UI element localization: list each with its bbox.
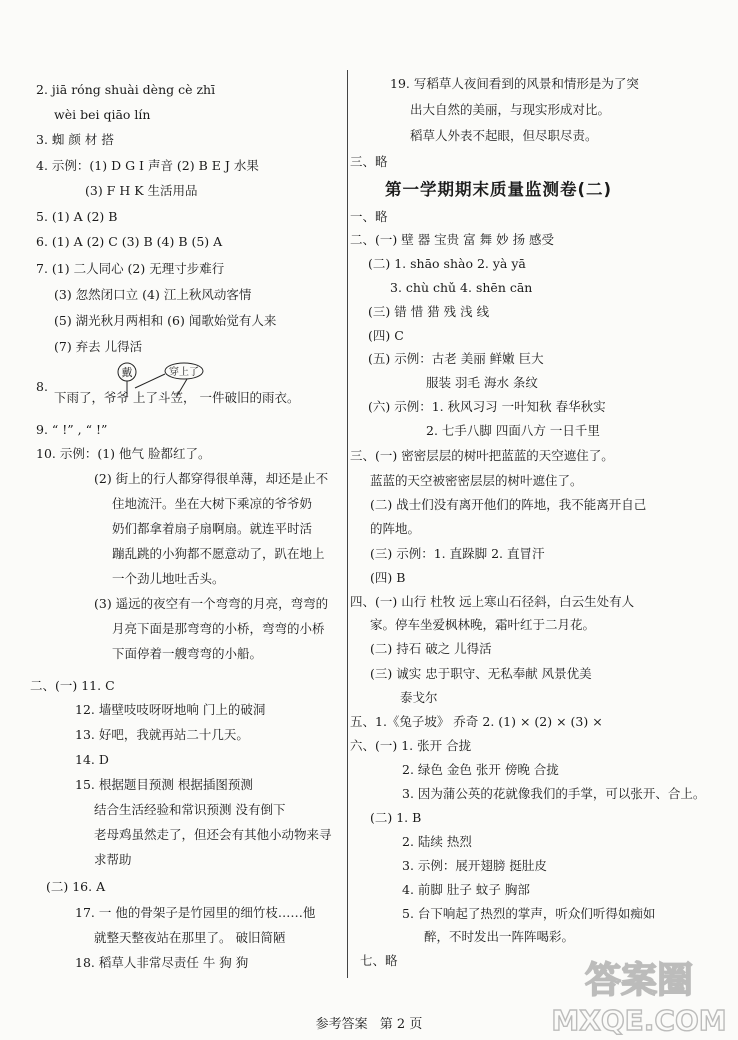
answer-line: 3. 因为蒲公英的花就像我们的手掌，可以张开、合上。	[402, 786, 706, 801]
answer-line: wèi bei qiāo lín	[54, 107, 151, 122]
watermark-text-1: 答案圈	[584, 960, 694, 1001]
answer-line: (四) C	[368, 328, 404, 343]
answer-line: 3. 蜘 颜 材 搭	[36, 132, 114, 147]
answer-line: 泰戈尔	[400, 690, 438, 705]
section-title: 第一学期期末质量监测卷(二)	[385, 180, 613, 199]
answer-line: 13. 好吧，我就再站二十几天。	[75, 727, 249, 742]
answer-line: 住地流汗。坐在大树下乘凉的爷爷奶	[112, 496, 313, 511]
footer-label: 参考答案	[315, 1017, 368, 1032]
answer-line: 家。停车坐爱枫林晚，霜叶红于二月花。	[370, 617, 596, 632]
answer-line: 12. 墙壁吱吱呀呀地响 门上的破洞	[75, 702, 266, 717]
answer-line: (7) 弃去 儿得活	[54, 339, 143, 354]
diagram-word-1: 戴	[121, 366, 133, 379]
answer-line: (2) 街上的行人都穿得很单薄，却还是止不	[94, 471, 329, 486]
answer-line: 二、(一) 11. C	[30, 678, 115, 693]
answer-line: (二) 战士们没有离开他们的阵地，我不能离开自己	[370, 497, 647, 512]
answer-line: (二) 1. shāo shào 2. yà yā	[368, 256, 526, 271]
answer-line: 18. 稻草人非常尽责任 牛 狗 狗	[75, 955, 249, 970]
column-divider	[347, 70, 348, 978]
answer-line: (三) 错 惜 猎 残 浅 线	[368, 304, 490, 319]
answer-line: 2. 陆续 热烈	[402, 834, 472, 849]
answer-line: 一个劲儿地吐舌头。	[112, 571, 225, 586]
answer-line: 9. “ !” , “ !”	[36, 422, 108, 437]
answer-line: (三) 诚实 忠于职守、无私奉献 风景优美	[370, 666, 592, 681]
answer-line: (5) 湖光秋月两相和 (6) 闻歌始觉有人来	[54, 313, 277, 328]
answer-line: 老母鸡虽然走了，但还会有其他小动物来寻	[94, 827, 332, 842]
answer-line: 2. 七手八脚 四面八方 一日千里	[426, 423, 600, 438]
sentence-diagram	[87, 362, 207, 400]
answer-line: 4. 前脚 肚子 蚊子 胸部	[402, 882, 530, 897]
answer-line: 三、略	[350, 154, 388, 169]
answer-line: 6. (1) A (2) C (3) B (4) B (5) A	[36, 234, 223, 249]
answer-line: 19. 写稻草人夜间看到的风景和情形是为了突	[390, 76, 639, 91]
answer-line: 8.	[36, 379, 48, 394]
answer-line: 的阵地。	[370, 521, 421, 536]
answer-line: 结合生活经验和常识预测 没有倒下	[94, 802, 286, 817]
answer-line: 蹦乱跳的小狗都不愿意动了，趴在地上	[112, 546, 325, 561]
answer-line: 下雨了，爷爷 上了斗笠， 一件破旧的雨衣。	[54, 390, 300, 405]
answer-line: 蓝蓝的天空被密密层层的树叶遮住了。	[370, 473, 583, 488]
answer-line: 3. chù chǔ 4. shēn cān	[390, 280, 533, 295]
answer-line: (3) F H K 生活用品	[85, 183, 198, 198]
answer-line: 下面停着一艘弯弯的小船。	[112, 646, 263, 661]
answer-line: 5. (1) A (2) B	[36, 209, 118, 224]
answer-line: 一、略	[350, 209, 388, 224]
answer-line: 七、略	[360, 953, 398, 968]
answer-line: (二) 16. A	[46, 879, 106, 894]
answer-line: 10. 示例：(1) 他气 脸都红了。	[36, 446, 211, 461]
answer-line: 14. D	[75, 752, 109, 767]
answer-line: 5. 台下响起了热烈的掌声，听众们听得如痴如	[402, 906, 656, 921]
answer-line: 稻草人外表不起眼，但尽职尽责。	[410, 128, 598, 143]
answer-line: 醉，不时发出一阵阵喝彩。	[424, 929, 575, 944]
answer-line: 3. 示例：展开翅膀 挺肚皮	[402, 858, 547, 873]
answer-line: 奶们都拿着扇子扇啊扇。就连平时活	[112, 521, 313, 536]
watermark-text-2: MXQE.COM	[551, 1004, 727, 1036]
answer-line: (3) 遥远的夜空有一个弯弯的月亮，弯弯的	[94, 596, 329, 611]
answer-line: (二) 持石 破之 儿得活	[370, 641, 492, 656]
answer-line: 月亮下面是那弯弯的小桥，弯弯的小桥	[112, 621, 325, 636]
answer-line: 服装 羽毛 海水 条纹	[426, 375, 538, 390]
answer-line: 二、(一) 壁 器 宝贵 富 舞 妙 扬 感受	[350, 232, 555, 247]
answer-line: 四、(一) 山行 杜牧 远上寒山石径斜，白云生处有人	[350, 594, 635, 609]
answer-line: 六、(一) 1. 张开 合拢	[350, 738, 472, 753]
answer-line: (四) B	[370, 570, 406, 585]
answer-line: 2. jiā róng shuài dèng cè zhī	[36, 82, 216, 97]
answer-line: 7. (1) 二人同心 (2) 无理寸步难行	[36, 261, 225, 276]
diagram-word-2: 穿上了	[169, 367, 199, 378]
answer-line: 出大自然的美丽，与现实形成对比。	[410, 102, 611, 117]
answer-line: 五、1.《兔子坡》 乔奇 2. (1) × (2) × (3) ×	[350, 714, 603, 729]
answer-line: (六) 示例：1. 秋风习习 一叶知秋 春华秋实	[368, 399, 606, 414]
answer-line: 4. 示例：(1) D G I 声音 (2) B E J 水果	[36, 158, 259, 173]
answer-line: (三) 示例：1. 直跺脚 2. 直冒汗	[370, 546, 545, 561]
answer-line: 17. 一 他的骨架子是竹园里的细竹枝……他	[75, 905, 316, 920]
answer-line: 就整天整夜站在那里了。 破旧简陋	[94, 930, 286, 945]
answer-line: 15. 根据题目预测 根据插图预测	[75, 777, 253, 792]
answer-line: (3) 忽然闭口立 (4) 江上秋风动客情	[54, 287, 252, 302]
answer-line: 2. 绿色 金色 张开 傍晚 合拢	[402, 762, 559, 777]
watermark-logo	[550, 950, 728, 1036]
answer-line: 三、(一) 密密层层的树叶把蓝蓝的天空遮住了。	[350, 448, 614, 463]
answer-line: (二) 1. B	[370, 810, 422, 825]
answer-line: 求帮助	[94, 852, 132, 867]
page-number: 第 2 页	[379, 1017, 423, 1032]
answer-line: (五) 示例：古老 美丽 鲜嫩 巨大	[368, 351, 544, 366]
